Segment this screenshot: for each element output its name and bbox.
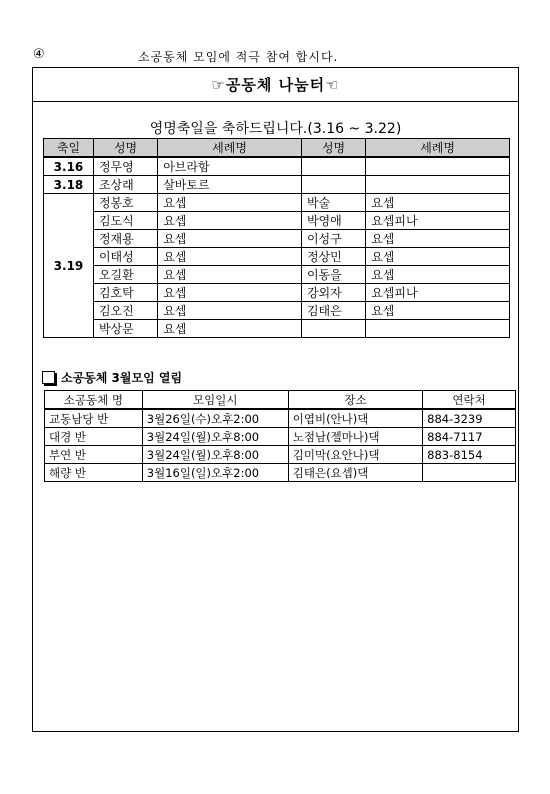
contact-number: 884-7117 <box>423 428 516 446</box>
table-row <box>44 157 510 176</box>
baptismal-name <box>366 176 510 194</box>
header-contact: 연락처 <box>423 391 516 410</box>
header-name: 성명 <box>93 139 157 158</box>
person-name: 김오진 <box>93 302 157 320</box>
community-name: 부연 반 <box>45 446 143 464</box>
header-datetime: 모임일시 <box>142 391 288 410</box>
meeting-datetime: 3월26일(수)오후2:00 <box>142 409 288 428</box>
person-name <box>301 176 365 194</box>
baptismal-name: 요셉 <box>366 248 510 266</box>
person-name: 정재용 <box>93 230 157 248</box>
baptismal-name: 요셉 <box>158 320 302 338</box>
person-name: 김도식 <box>93 212 157 230</box>
table-row <box>44 320 510 338</box>
person-name: 오길환 <box>93 266 157 284</box>
meeting-table <box>44 390 516 482</box>
baptismal-name: 요셉 <box>158 212 302 230</box>
feast-date: 3.16 <box>44 157 94 176</box>
baptismal-name <box>366 157 510 176</box>
baptismal-name: 요셉 <box>366 302 510 320</box>
person-name: 이동을 <box>301 266 365 284</box>
feast-header-row <box>44 139 510 158</box>
congrats-title: 영명축일을 축하드립니다.(3.16 ~ 3.22) <box>149 121 402 137</box>
baptismal-name: 요셉 <box>366 194 510 212</box>
baptismal-name: 요셉 <box>158 266 302 284</box>
header-baptismal-name-2: 세례명 <box>366 139 510 158</box>
community-name: 대경 반 <box>45 428 143 446</box>
table-row <box>44 302 510 320</box>
meeting-datetime: 3월24일(월)오후8:00 <box>142 446 288 464</box>
slogan: 소공동체 모임에 적극 참여 합시다. <box>138 50 339 64</box>
baptismal-name: 요셉 <box>158 284 302 302</box>
baptismal-name: 요셉피나 <box>366 212 510 230</box>
table-row <box>44 284 510 302</box>
person-name: 박상문 <box>93 320 157 338</box>
person-name <box>301 320 365 338</box>
person-name: 박영애 <box>301 212 365 230</box>
table-row <box>45 446 516 464</box>
table-row <box>44 212 510 230</box>
baptismal-name: 요셉 <box>158 230 302 248</box>
contact-number: 884-3239 <box>423 409 516 428</box>
person-name: 강외자 <box>301 284 365 302</box>
community-name: 해량 반 <box>45 464 143 482</box>
table-row <box>44 194 510 212</box>
baptismal-name: 요셉 <box>158 248 302 266</box>
meeting-place: 김미막(요안나)댁 <box>288 446 422 464</box>
meeting-place: 이엽비(안나)댁 <box>288 409 422 428</box>
baptismal-name: 요셉 <box>366 266 510 284</box>
person-name: 김태은 <box>301 302 365 320</box>
table-row <box>44 248 510 266</box>
community-name: 교동남당 반 <box>45 409 143 428</box>
header-place: 장소 <box>288 391 422 410</box>
baptismal-name: 요셉 <box>366 230 510 248</box>
meeting-datetime: 3월16일(일)오후2:00 <box>142 464 288 482</box>
person-name: 정상민 <box>301 248 365 266</box>
feast-day-table <box>43 138 510 338</box>
meeting-section-title <box>42 369 182 386</box>
meeting-place: 노점남(젤마나)댁 <box>288 428 422 446</box>
baptismal-name: 아브라함 <box>158 157 302 176</box>
person-name: 정봉호 <box>93 194 157 212</box>
person-name: 김호탁 <box>93 284 157 302</box>
baptismal-name: 요셉피나 <box>366 284 510 302</box>
header-baptismal-name: 세례명 <box>158 139 302 158</box>
header-feast-day: 축일 <box>44 139 94 158</box>
checkbox-bullet-icon <box>42 371 55 384</box>
table-row <box>44 230 510 248</box>
page-number: ④ <box>33 47 45 62</box>
meeting-datetime: 3월24일(월)오후8:00 <box>142 428 288 446</box>
table-row <box>44 176 510 194</box>
person-name <box>301 157 365 176</box>
baptismal-name: 요셉 <box>158 302 302 320</box>
feast-date: 3.19 <box>44 194 94 338</box>
contact-number: 883-8154 <box>423 446 516 464</box>
header-name-2: 성명 <box>301 139 365 158</box>
baptismal-name: 살바토르 <box>158 176 302 194</box>
table-row <box>44 266 510 284</box>
feast-date: 3.18 <box>44 176 94 194</box>
table-row <box>45 464 516 482</box>
meeting-place: 김태은(요셉)댁 <box>288 464 422 482</box>
bulletin-box <box>32 67 519 732</box>
baptismal-name: 요셉 <box>158 194 302 212</box>
header-community: 소공동체 명 <box>45 391 143 410</box>
person-name: 박술 <box>301 194 365 212</box>
person-name: 정무영 <box>93 157 157 176</box>
meeting-header-row <box>45 391 516 410</box>
person-name: 이태성 <box>93 248 157 266</box>
table-row <box>45 428 516 446</box>
person-name: 이성구 <box>301 230 365 248</box>
contact-number <box>423 464 516 482</box>
box-title: ☞공동체 나눔터☜ <box>33 68 518 102</box>
baptismal-name <box>366 320 510 338</box>
table-row <box>45 409 516 428</box>
person-name: 조상래 <box>93 176 157 194</box>
meeting-section-label: 소공동체 3월모임 열림 <box>61 371 183 385</box>
